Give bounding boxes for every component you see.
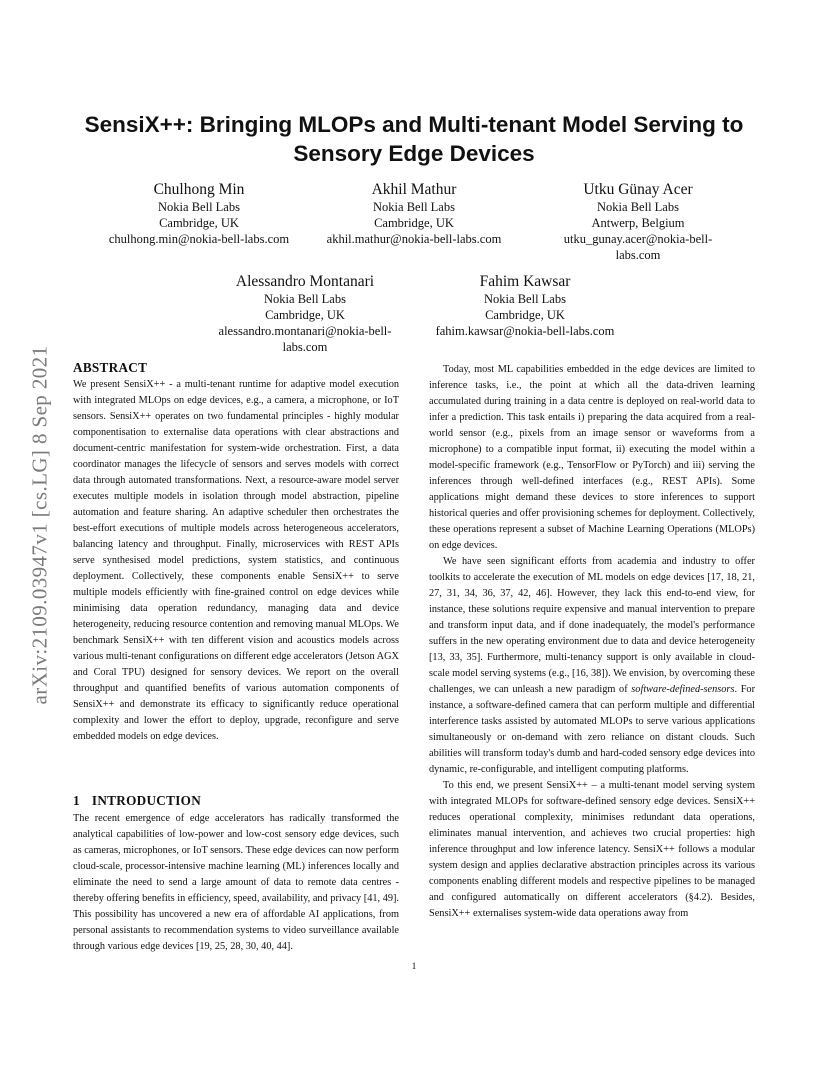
paper-title [60,110,768,168]
author-location: Cambridge, UK [265,308,345,322]
author-block-5 [422,272,628,339]
author-email-cont: labs.com [615,248,661,262]
title-line-2: Sensory Edge Devices [293,141,535,166]
author-email: chulhong.min@nokia-bell-labs.com [108,232,290,246]
paragraph-1: Today, most ML capabilities embedded in the edge devices are limited to inference tasks, i.e., the point at which all the data-driven learning accumulated during training in a data centre is deployed on real-world data to infer a prediction. This task entails i) preparing the data acquired from a real-world sensor (e.g., pixels from an image sensor or waveforms from a microphone) to a compatible input format, ii) executing the model within a model-specific framework (e.g., TensorFlow or PyTorch) and iii) serving the inferences through well-defined interfaces (e.g., REST APIs). Some applications might demand these devices to store inferences to support historical queries and offer provisioning schemes for deployment. Collectively, these operations represent a subset of Machine Learning Operations (MLOPs) on edge devices. [429,364,755,551]
author-name: Alessandro Montanari [235,273,375,290]
author-block-2 [314,180,514,247]
author-block-3 [547,180,729,263]
intro-paragraph: The recent emergence of edge accelerators has radically transformed the analytical capabilities of low-power and low-cost sensory edge devices, such as cameras, microphones, or IoT sensors. These edge devices can now perform cloud-scale, processor-intensive machine learning (ML) inferences locally and eliminate the need to send a large amount of data to remote data centres - thereby offering benefits in efficiency, speed, availability, and privacy [41, 49]. This possibility has uncovered a new era of affordable AI applications, from personal assistants to recommendation systems to video surveillance available through various edge devices [19, 25, 28, 30, 40, 44]. [73,813,399,952]
intro-body-right [429,362,755,922]
author-email: utku_gunay.acer@nokia-bell- [563,232,713,246]
intro-heading [73,793,201,809]
author-email: akhil.mathur@nokia-bell-labs.com [326,232,502,246]
author-block-4 [205,272,405,355]
section-number: 1 [73,793,80,808]
author-location: Antwerp, Belgium [591,216,685,230]
author-name: Utku Günay Acer [583,181,693,198]
arxiv-stamp [20,290,60,760]
paragraph-2-part-2: . For instance, a software-defined camera that can perform multiple and differential interference tasks assisted by automated MLOPs to serve various applications simultaneously or on-demand with zero reliance on distant clouds. Such abilities will transform today's dumb and hard-coded sensory edge devices into dynamic, re-configurable, and intelligent computing platforms. [429,684,755,775]
author-org: Nokia Bell Labs [373,200,455,214]
author-email: fahim.kawsar@nokia-bell-labs.com [435,324,615,338]
abstract-text: We present SensiX++ - a multi-tenant runtime for adaptive model execution with integrated MLOps on edge devices, e.g., a camera, a microphone, or IoT sensors. SensiX++ operates on two fundamental principles - highly modular componentisation to externalise data operations with clear abstractions and document-centric manifestation for system-wide orchestration. First, a data coordinator manages the lifecycle of sensors and serves models with correct data through automated transformations. Next, a resource-aware model server executes multiple models in isolation through model abstraction, pipeline automation and feature sharing. An adaptive scheduler then orchestrates the best-effort executions of multiple models across heterogeneous accelerators, balancing latency and throughput. Finally, microservices with REST APIs serve synthesised model predictions, system statistics, and continuous deployment. Collectively, these components enable SensiX++ to serve multiple models efficiently with fine-grained control on edge devices while minimising data operation redundancy, managing data and device heterogeneity, reducing resource contention and removing manual MLOps. We benchmark SensiX++ with ten different vision and acoustics models across various multi-tenant configurations on different edge accelerators (Jetson AGX and Coral TPU) designed for sensory devices. We report on the overall throughput and quantified benefits of various automation components of SensiX++ and demonstrate its efficacy to significantly reduce operational complexity and lower the effort to deploy, upgrade, reconfigure and serve embedded models on edge devices. [73,379,399,742]
author-name: Fahim Kawsar [479,273,571,290]
emphasis-term: software-defined-sensors [631,684,735,695]
abstract-heading: ABSTRACT [73,360,148,375]
author-org: Nokia Bell Labs [484,292,566,306]
author-block-1 [93,180,305,247]
intro-body-left [73,811,399,955]
author-email-cont: labs.com [282,340,328,354]
paragraph-2 [429,554,755,778]
author-location: Cambridge, UK [159,216,239,230]
author-location: Cambridge, UK [485,308,565,322]
section-title: INTRODUCTION [91,793,202,808]
author-location: Cambridge, UK [374,216,454,230]
author-org: Nokia Bell Labs [264,292,346,306]
author-email: alessandro.montanari@nokia-bell- [218,324,392,338]
author-org: Nokia Bell Labs [597,200,679,214]
author-name: Chulhong Min [153,181,245,198]
author-org: Nokia Bell Labs [158,200,240,214]
author-name: Akhil Mathur [371,181,457,198]
page-number: 1 [411,962,417,972]
paragraph-3: To this end, we present SensiX++ – a multi-tenant model serving system with integrated MLOPs for software-defined sensory edge devices. SensiX++ reduces operational complexity, minimises redundant data operations, eliminates manual intervention, and achieves two crucial properties: high inference throughput and low inference latency. SensiX++ follows a modular system design and applies declarative abstraction principles across its various components enabling different models and respective pipelines to be managed and configured automatically on different accelerators (§4.2). Besides, SensiX++ externalises system-wide data operations away from [429,780,755,919]
arxiv-stamp-text: arXiv:2109.03947v1 [cs.LG] 8 Sep 2021 [27,345,52,705]
abstract-body [73,377,399,745]
paragraph-2-part-1: We have seen significant efforts from academia and industry to offer toolkits to accelerate the execution of ML models on edge devices [17, 18, 21, 27, 31, 34, 36, 37, 42, 46]. However, they lack this end-to-end view, for instance, these solutions require expensive and manual intervention to prepare and transform input data, and if done inadequately, the model's performance suffers in the new operating environment due to data and device heterogeneity [13, 33, 35]. Furthermore, multi-tenancy support is only available in cloud-scale model serving systems (e.g., [16, 38]). We envision, by overcoming these challenges, we can unleash a new paradigm of [429,556,755,695]
title-line-1: SensiX++: Bringing MLOPs and Multi-tenant Model Serving to [84,112,744,137]
